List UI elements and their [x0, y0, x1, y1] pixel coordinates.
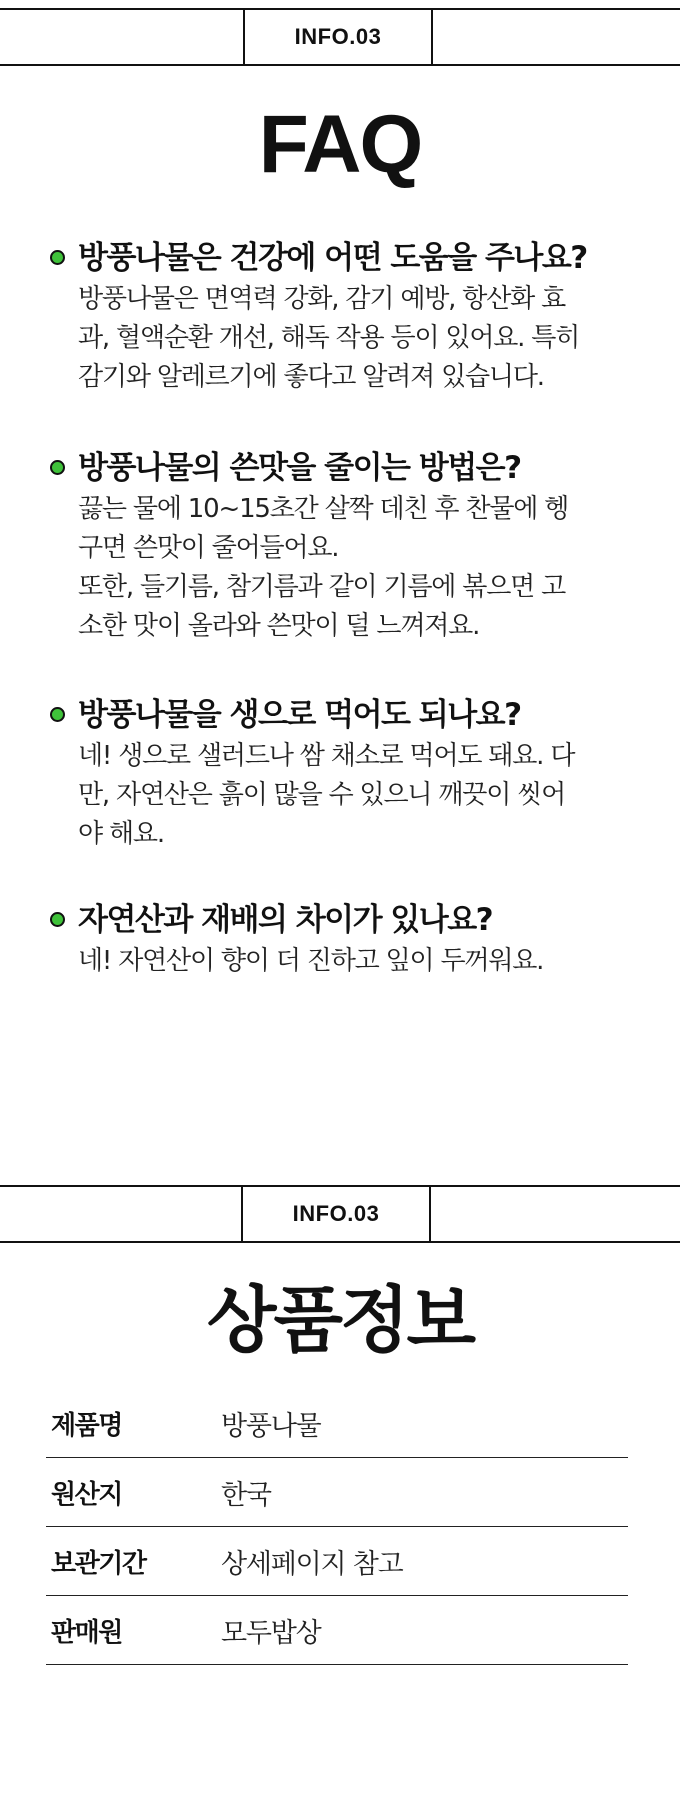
bullet-dot-icon	[50, 250, 65, 265]
faq-answer	[78, 737, 638, 854]
faq-question	[48, 898, 638, 942]
product-info-value: 방풍나물	[221, 1410, 321, 1442]
faq-answer-line: 과, 혈액순환 개선, 해독 작용 등이 있어요. 특히	[78, 323, 580, 353]
product-info-row	[46, 1596, 628, 1665]
bullet-dot-icon	[50, 707, 65, 722]
faq-answer-line: 야 해요.	[78, 819, 164, 849]
faq-answer-line: 끓는 물에 10~15초간 살짝 데친 후 찬물에 헹	[78, 494, 569, 524]
faq-question-text: 방풍나물의 쓴맛을 줄이는 방법은?	[78, 450, 521, 486]
faq-item	[48, 236, 638, 397]
faq-answer-line: 구면 쓴맛이 줄어들어요.	[78, 533, 339, 563]
faq-answer	[78, 942, 638, 981]
info-label-bar-top	[0, 8, 680, 66]
product-info-row	[46, 1389, 628, 1458]
product-info-value: 한국	[221, 1479, 271, 1511]
bullet-dot-icon	[50, 912, 65, 927]
faq-question-text: 방풍나물은 건강에 어떤 도움을 주나요?	[78, 240, 587, 276]
faq-title: FAQ	[258, 99, 422, 190]
faq-question-text: 자연산과 재배의 차이가 있나요?	[78, 902, 493, 938]
faq-item	[48, 693, 638, 854]
faq-answer-line: 만, 자연산은 흙이 많을 수 있으니 깨끗이 씻어	[78, 780, 566, 810]
faq-answer-line: 감기와 알레르기에 좋다고 알려져 있습니다.	[78, 362, 544, 392]
product-info-key: 판매원	[51, 1617, 122, 1648]
info-label-bar-bottom	[0, 1185, 680, 1243]
faq-answer-line: 소한 맛이 올라와 쓴맛이 덜 느껴져요.	[78, 611, 480, 641]
faq-item	[48, 446, 638, 646]
faq-answer	[78, 280, 638, 397]
info-label-tag: INFO.03	[241, 1185, 431, 1243]
product-info-row	[46, 1458, 628, 1527]
faq-item	[48, 898, 638, 981]
faq-answer-line: 네! 자연산이 향이 더 진하고 잎이 두꺼워요.	[78, 946, 544, 976]
product-info-value: 모두밥상	[221, 1617, 321, 1649]
faq-answer	[78, 490, 638, 646]
product-info-row	[46, 1527, 628, 1596]
faq-answer-line: 네! 생으로 샐러드나 쌈 채소로 먹어도 돼요. 다	[78, 741, 575, 771]
product-info-value: 상세페이지 참고	[221, 1548, 403, 1580]
faq-question-text: 방풍나물을 생으로 먹어도 되나요?	[78, 697, 521, 733]
faq-question	[48, 693, 638, 737]
faq-answer-line: 방풍나물은 면역력 강화, 감기 예방, 항산화 효	[78, 284, 566, 314]
faq-answer-line: 또한, 들기름, 참기름과 같이 기름에 볶으면 고	[78, 572, 566, 602]
bullet-dot-icon	[50, 460, 65, 475]
product-info-title: 상품정보	[206, 1278, 474, 1362]
product-info-key: 제품명	[51, 1410, 122, 1441]
faq-question	[48, 446, 638, 490]
info-label-tag: INFO.03	[243, 8, 433, 66]
product-info-key: 보관기간	[51, 1548, 146, 1579]
faq-question	[48, 236, 638, 280]
product-info-key: 원산지	[51, 1479, 122, 1510]
